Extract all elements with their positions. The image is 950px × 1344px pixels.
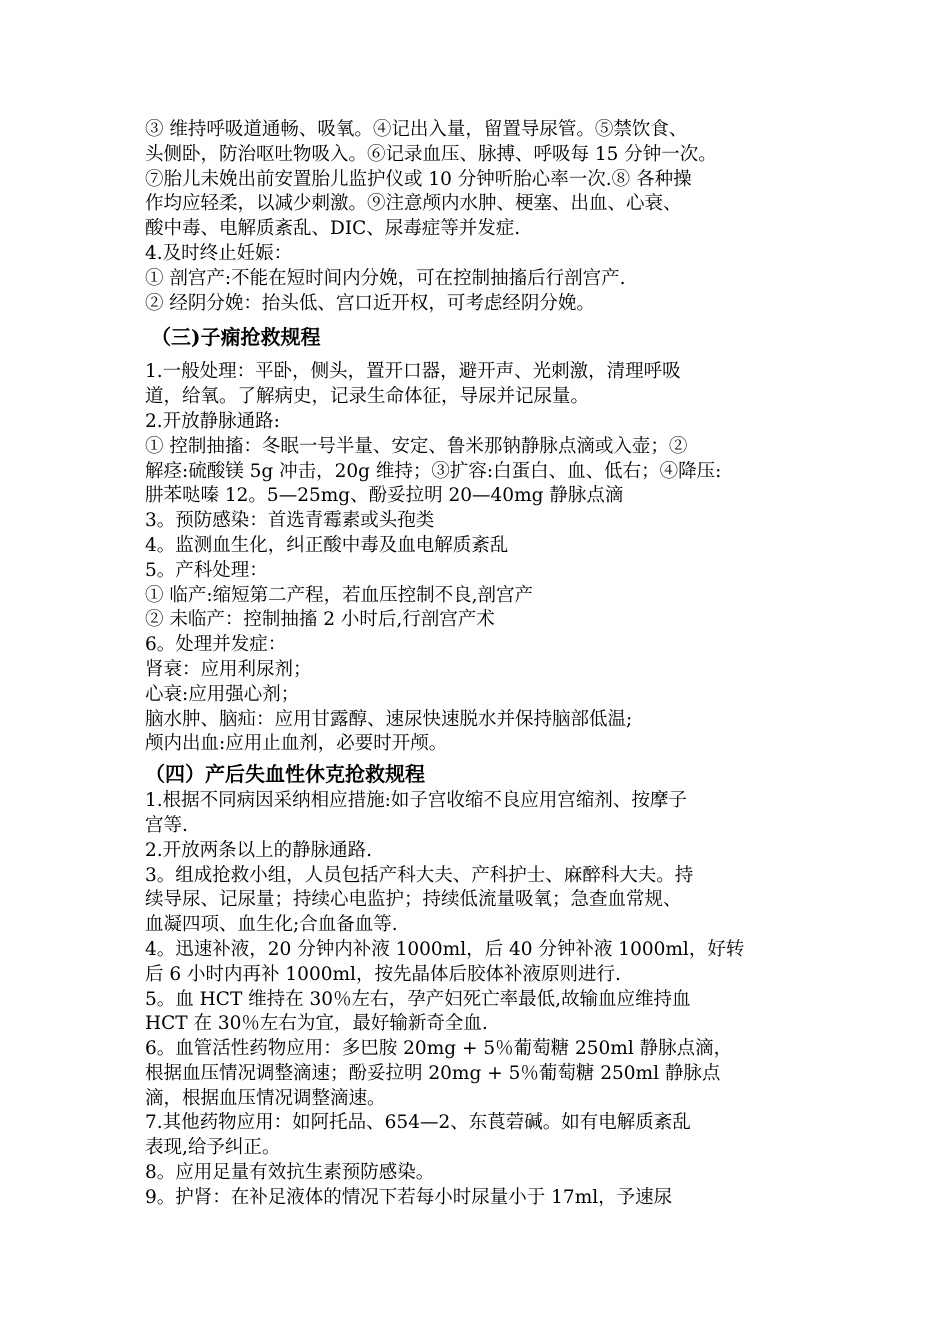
text-line: 解痉:硫酸镁 5g 冲击，20g 维持；③扩容:白蛋白、血、低右；④降压:: [145, 460, 722, 482]
text-line: 9。护肾：在补足液体的情况下若每小时尿量小于 17ml，予速尿: [145, 1186, 673, 1208]
text-line: 4。迅速补液，20 分钟内补液 1000ml，后 40 分钟补液 1000ml，好转: [145, 938, 745, 960]
text-line: 作均应轻柔，以减少刺激。⑨注意颅内水肿、梗塞、出血、心衰、: [145, 193, 682, 215]
text-line: 酸中毒、电解质紊乱、DIC、尿毒症等并发症.: [145, 218, 521, 240]
text-line: 8。应用足量有效抗生素预防感染。: [145, 1162, 435, 1184]
text-line: 颅内出血:应用止血剂，必要时开颅。: [145, 733, 448, 755]
text-line: 肾衰：应用利尿剂；: [145, 658, 312, 680]
text-line: 5。产科处理：: [145, 559, 268, 581]
text-line: 1.根据不同病因采纳相应措施:如子宫收缩不良应用宫缩剂、按摩子: [145, 790, 687, 812]
text-line: 3。预防感染：首选青霉素或头孢类: [145, 510, 435, 532]
text-line: 脑水肿、脑疝：应用甘露醇、速尿快速脱水并保持脑部低温;: [145, 708, 633, 730]
shock-block: [145, 789, 820, 1211]
document-page: [145, 118, 820, 1211]
text-line: 6。处理并发症：: [145, 634, 287, 656]
text-line: 宫等.: [145, 814, 188, 836]
text-line: 2.开放静脉通路:: [145, 410, 280, 432]
text-line: 4。监测血生化，纠正酸中毒及血电解质紊乱: [145, 534, 509, 556]
text-line: 根据血压情况调整滴速；酚妥拉明 20mg + 5％葡萄糖 250ml 静脉点: [145, 1062, 721, 1084]
text-line: ① 控制抽搐：冬眠一号半量、安定、鲁米那钠静脉点滴或入壶；②: [145, 435, 688, 457]
text-line: 头侧卧，防治呕吐物吸入。⑥记录血压、脉搏、呼吸每 15 分钟一次。: [145, 143, 717, 165]
text-line: ① 剖宫产:不能在短时间内分娩，可在控制抽搐后行剖宫产.: [145, 267, 626, 289]
text-line: 4.及时终止妊娠：: [145, 242, 293, 264]
text-line: 2.开放两条以上的静脉通路.: [145, 839, 373, 861]
text-line: 道，给氧。了解病史，记录生命体征，导尿并记尿量。: [145, 386, 590, 408]
text-line: HCT 在 30％左右为宜，最好输新奇全血.: [145, 1013, 488, 1035]
section-heading-eclampsia: （三)子痫抢救规程: [151, 325, 321, 350]
text-line: 5。血 HCT 维持在 30％左右，孕产妇死亡率最低,故输血应维持血: [145, 988, 691, 1010]
text-line: ⑦胎儿未娩出前安置胎儿监护仪或 10 分钟听胎心率一次.⑧ 各种操: [145, 168, 692, 190]
intro-block: [145, 118, 820, 316]
text-line: 肼苯哒嗪 12。5—25mg、酚妥拉明 20—40mg 静脉点滴: [145, 485, 624, 507]
text-line: 滴，根据血压情况调整滴速。: [145, 1087, 386, 1109]
eclampsia-block: [145, 360, 820, 757]
text-line: 血凝四项、血生化;合血备血等.: [145, 914, 398, 936]
text-line: 表现,给予纠正。: [145, 1137, 281, 1159]
text-line: 3。组成抢救小组，人员包括产科大夫、产科护士、麻醉科大夫。持: [145, 864, 694, 886]
text-line: 1.一般处理：平卧，侧头，置开口器，避开声、光刺激，清理呼吸: [145, 361, 681, 383]
text-line: ③ 维持呼吸道通畅、吸氧。④记出入量，留置导尿管。⑤禁饮食、: [145, 119, 688, 140]
text-line: 6。血管活性药物应用：多巴胺 20mg + 5％葡萄糖 250ml 静脉点滴，: [145, 1038, 733, 1060]
text-line: ① 临产:缩短第二产程，若血压控制不良,剖宫产: [145, 584, 533, 606]
text-line: 7.其他药物应用：如阿托品、654—2、东莨菪碱。如有电解质紊乱: [145, 1112, 691, 1134]
text-line: 心衰:应用强心剂；: [145, 683, 300, 705]
text-line: ② 未临产：控制抽搐 2 小时后,行剖宫产术: [145, 609, 495, 631]
section-heading-hemorrhagic-shock: （四）产后失血性休克抢救规程: [145, 762, 425, 787]
text-line: 续导尿、记尿量；持续心电监护；持续低流量吸氧；急查血常规、: [145, 889, 682, 911]
text-line: 后 6 小时内再补 1000ml，按先晶体后胶体补液原则进行.: [145, 963, 621, 985]
text-line: ② 经阴分娩：抬头低、宫口近开权，可考虑经阴分娩。: [145, 292, 595, 314]
